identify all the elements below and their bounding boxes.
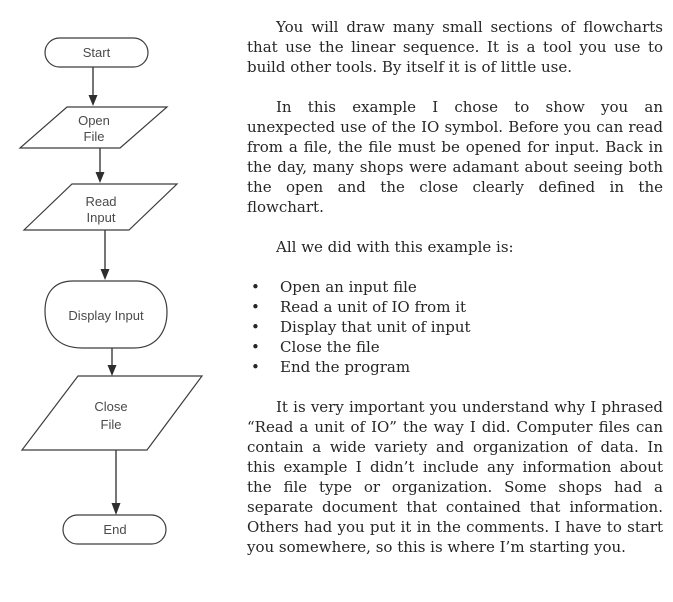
list-item-text: Open an input file xyxy=(280,278,417,296)
list-item xyxy=(247,317,663,337)
flow-arrow-read-to-display xyxy=(101,230,110,280)
paragraph-io-symbol: In this example I chose to show you an unexpected use of the IO symbol. Before you can read from a file, the file must be opened for input. Back in the day, many shops were adamant about seeing both the open and the close clearly defined in the flowchart. xyxy=(247,98,663,216)
list-item-text: End the program xyxy=(280,358,411,376)
flowchart-node-open-file-label-line2: File xyxy=(83,129,105,144)
paragraph-intro: You will draw many small sections of flowcharts that use the linear sequence. It is a tool you use to build other tools. By itself it is of little use. xyxy=(247,18,663,76)
flowchart-node-start-label: Start xyxy=(82,45,111,60)
bullet-icon: • xyxy=(251,358,260,376)
arrow-down-icon xyxy=(101,269,110,280)
list-item xyxy=(247,357,663,377)
bullet-icon: • xyxy=(251,278,260,296)
flow-arrow-display-to-close xyxy=(108,348,117,376)
flowchart-node-close-file-label-line1: Close xyxy=(94,399,128,414)
arrow-down-icon xyxy=(89,95,98,106)
flow-arrow-start-to-open xyxy=(89,67,98,106)
arrow-down-icon xyxy=(96,172,105,183)
flowchart-node-close-file-label-line2: File xyxy=(100,417,122,432)
flowchart-node-read-input-label-line1: Read xyxy=(85,194,117,209)
flowchart-node-display-input-label: Display Input xyxy=(68,308,144,323)
list-item-text: Read a unit of IO from it xyxy=(280,298,467,316)
steps-bullet-list xyxy=(247,277,663,377)
paragraph-closing: It is very important you understand why I phrased “Read a unit of IO” the way I did. Computer files can contain a wide variety and organization of data. In this example I didn’t include any information about the file type or organization. Some shops had a separate document that contained that information. Others had you put it in the comments. I have to start you somewhere, so this is where I’m starting you. xyxy=(247,398,663,556)
arrow-down-icon xyxy=(108,365,117,376)
bullet-icon: • xyxy=(251,338,260,356)
list-item-text: Close the file xyxy=(280,338,380,356)
bullet-icon: • xyxy=(251,298,260,316)
flowchart-diagram xyxy=(0,0,240,602)
flowchart-node-open-file-label-line1: Open xyxy=(78,113,110,128)
flowchart-node-end-label: End xyxy=(103,522,127,537)
list-item xyxy=(247,337,663,357)
bullet-icon: • xyxy=(251,318,260,336)
arrow-down-icon xyxy=(112,503,121,515)
list-item-text: Display that unit of input xyxy=(280,318,471,336)
list-item xyxy=(247,277,663,297)
list-item xyxy=(247,297,663,317)
flow-arrow-close-to-end xyxy=(112,450,121,515)
flow-arrow-open-to-read xyxy=(96,148,105,183)
paragraph-list-lead-in: All we did with this example is: xyxy=(276,238,514,256)
flowchart-node-read-input-label-line2: Input xyxy=(86,210,116,225)
body-text-column xyxy=(247,17,663,577)
